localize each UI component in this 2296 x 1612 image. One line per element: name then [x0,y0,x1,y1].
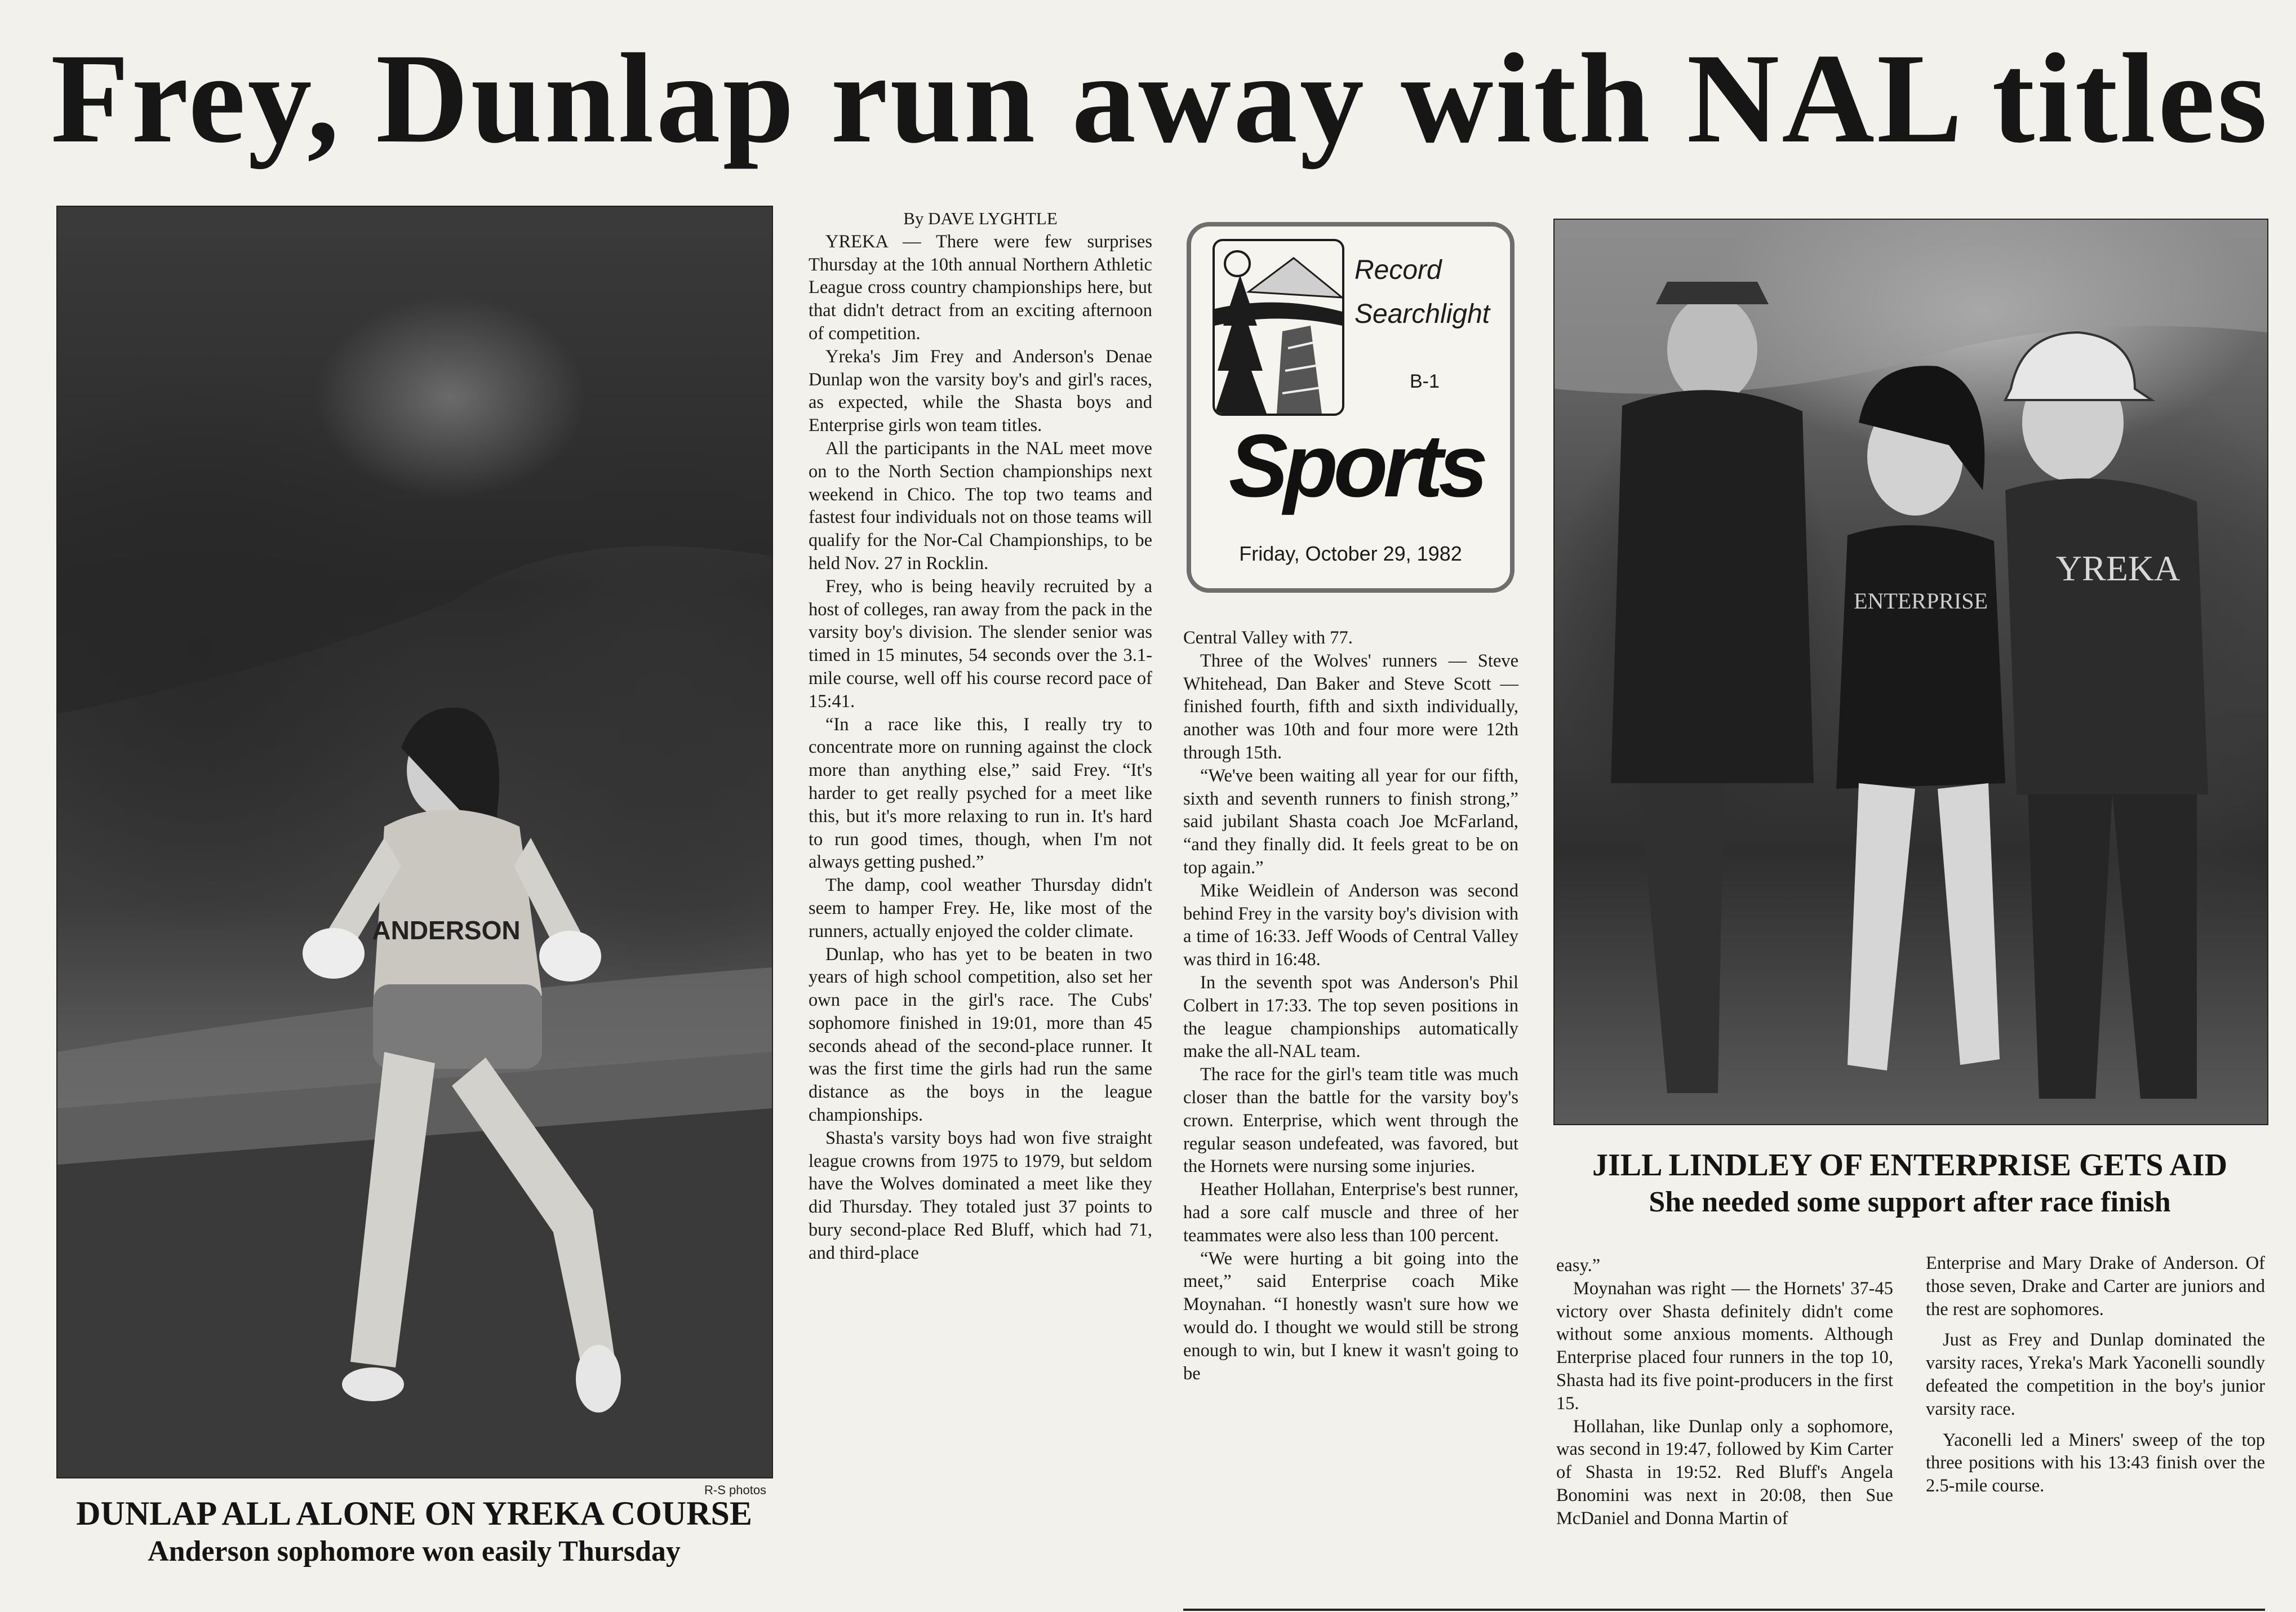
paragraph: Hollahan, like Dunlap only a sophomore, was second in 19:47, followed by Kim Carter of Shasta in 19:52. Red Bluff's Angela Bonomini was next in 20:08, then Sue McDaniel and Donna Martin of [1556,1416,1893,1529]
paragraph: Moynahan was right — the Hornets' 37-45 victory over Shasta definitely didn't come without some anxious moments. Although Enterprise placed four runners in the top 10, Shasta had its five point-producers in the first 15. [1556,1278,1893,1414]
paragraph: The race for the girl's team title was much closer than the battle for the varsity boy's crown. Enterprise, which went through the regular season undefeated, was favored, but the Hornets were nursing some injuries. [1183,1064,1518,1177]
paragraph: Frey, who is being heavily recruited by a host of colleges, ran away from the pack in the varsity boy's division. The slender senior was timed in 15 minutes, 54 seconds over the 3.1-mile course, well off his course record pace of 15:41. [809,576,1152,712]
paragraph: “We were hurting a bit going into the meet,” said Enterprise coach Mike Moynahan. “I honestly wasn't sure how we would do. I thought we would still be strong enough to win, but I knew it wasn't going to be [1183,1248,1518,1384]
paragraph: “In a race like this, I really try to concentrate more on running against the clock more than anything else,” said Frey. “It's harder to get really psyched for a meet like this, but it's more relaxing to run in. It's hard to run good times, though, when I'm not always getting pushed.” [809,714,1152,873]
runner-illustration [57,207,772,1477]
page-number: B-1 [1410,371,1440,392]
article-column-4 [1926,1252,2265,1498]
masthead-illustration [1213,239,1344,416]
jersey-enterprise-text: ENTERPRISE [1854,588,1988,614]
caption-sub-right: She needed some support after race finish [1649,1186,2171,1218]
headline: Frey, Dunlap run away with NAL titles [51,28,2270,170]
caption-sub-left: Anderson sophomore won easily Thursday [148,1535,681,1567]
paragraph: Heather Hollahan, Enterprise's best runner, had a sore calf muscle and three of her teammates were also less than 100 percent. [1183,1179,1518,1246]
paragraph: YREKA — There were few surprises Thursday at the 10th annual Northern Athletic League cross country championships here, but that didn't detract from an exciting afternoon of competition. [809,231,1152,344]
paragraph: Just as Frey and Dunlap dominated the varsity races, Yreka's Mark Yaconelli soundly defeated the competition in the boy's junior varsity race. [1926,1330,2265,1419]
paragraph: In the seventh spot was Anderson's Phil Colbert in 17:33. The top seven positions in the league championships automatically make the all-NAL team. [1183,972,1518,1062]
article-column-3 [1556,1254,1893,1530]
tree-mountain-icon [1215,241,1342,414]
photo-jill-lindley [1553,219,2268,1125]
paragraph: Yreka's Jim Frey and Anderson's Denae Dunlap won the varsity boy's and girl's races, as expected, while the Shasta boys and Enterprise girls won team titles. [809,346,1152,436]
jersey-text: ANDERSON [372,916,521,945]
jersey-yreka-text: YREKA [2055,548,2180,588]
paragraph: Three of the Wolves' runners — Steve Whitehead, Dan Baker and Steve Scott — finished fourth, fifth and sixth individually, another was 10th and four more were 12th through 15th. [1183,650,1518,763]
photo-runner-dunlap [56,206,773,1478]
paragraph: Shasta's varsity boys had won five straight league crowns from 1975 to 1979, but seldom have the Wolves dominated a meet like they did Thursday. They totaled just 37 points to bury second-place Red Bluff, which had 71, and third-place [809,1127,1152,1263]
paragraph: easy.” [1556,1255,1601,1276]
article-column-2 [1183,627,1518,1385]
issue-date: Friday, October 29, 1982 [1239,542,1462,565]
paragraph: The damp, cool weather Thursday didn't seem to hamper Frey. He, like most of the runners, actually enjoyed the colder climate. [809,875,1152,942]
caption-title-right: JILL LINDLEY OF ENTERPRISE GETS AID [1592,1148,2228,1183]
paragraph: All the participants in the NAL meet move on to the North Section championships next weekend in Chico. The top two teams and fastest four individuals not on those teams will qualify for the Nor-Cal Championships, to be held Nov. 27 in Rocklin. [809,438,1152,574]
finish-line-illustration [1555,220,2267,1124]
paragraph: “We've been waiting all year for our fifth, sixth and seventh runners to finish strong,” said jubilant Shasta coach Joe McFarland, “and they finally did. It feels great to be on top again.” [1183,765,1518,878]
logo-searchlight: Searchlight [1354,299,1490,329]
article-column-1 [809,207,1152,1265]
logo-record: Record [1354,255,1442,285]
paragraph: Dunlap, who has yet to be beaten in two years of high school competition, also set her own pace in the girl's race. The Cubs' sophomore finished in 19:01, more than 45 seconds ahead of the second-place runner. It was the first time the girls had run the same distance as the boys in the league championships. [809,944,1152,1126]
photo-credit: R-S photos [704,1483,767,1497]
bottom-rule [1183,1609,2265,1611]
paragraph: Mike Weidlein of Anderson was second behind Frey in the varsity boy's division with a time of 16:33. Jeff Woods of Central Valley was third in 16:48. [1183,880,1518,970]
record-searchlight-sports-logo [1187,222,1515,593]
byline: By DAVE LYGHTLE [903,208,1058,228]
paragraph: Enterprise and Mary Drake of Anderson. Of those seven, Drake and Carter are juniors and the rest are sophomores. [1926,1253,2265,1320]
paragraph: Yaconelli led a Miners' sweep of the top three positions with his 13:43 finish over the 2.5-mile course. [1926,1429,2265,1496]
section-title: Sports [1228,416,1484,516]
caption-title-left: DUNLAP ALL ALONE ON YREKA COURSE [76,1495,752,1532]
paragraph: Central Valley with 77. [1183,628,1353,648]
